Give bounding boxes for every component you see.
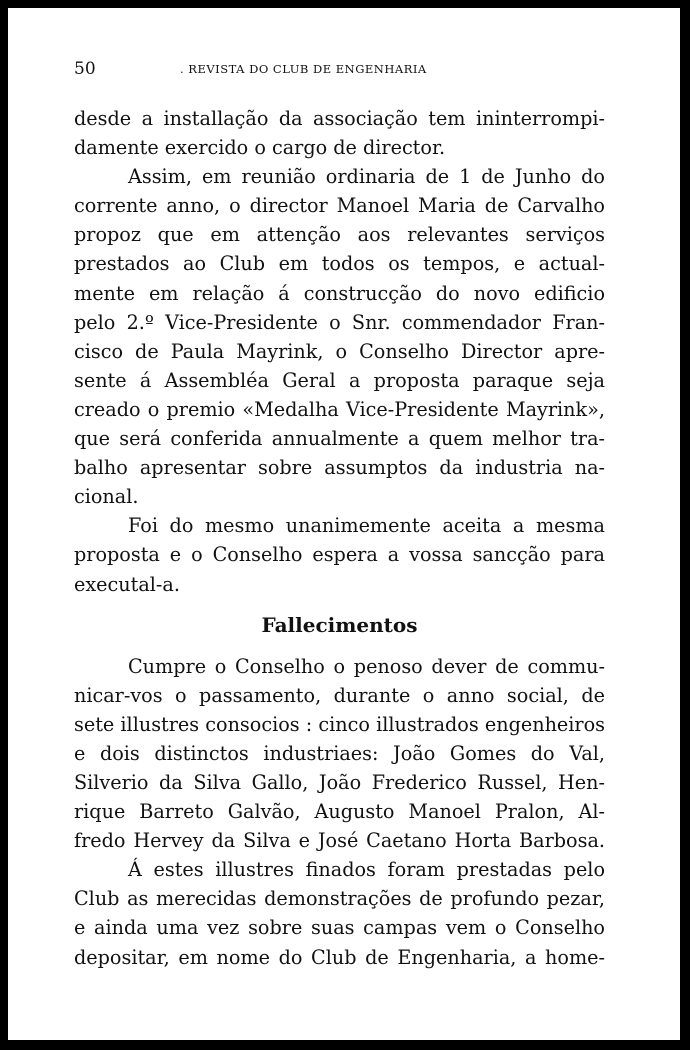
scanned-page [8,8,680,1040]
text-line: sete illustres consocios : cinco illustrados engenheiros [74,712,605,736]
text-line: Club as merecidas demonstrações de profundo pezar, [74,887,605,911]
text-line: Assim, em reunião ordinaria de 1 de Junho do [128,165,605,189]
text-line: nicar-vos o passamento, durante o anno social, de [74,683,605,707]
text-line: creado o premio «Medalha Vice-Presidente Mayrink», [74,397,605,421]
page-header [74,58,608,80]
text-line: Foi do mesmo unanimemente aceita a mesma [128,514,605,538]
section-heading: Fallecimentos [261,612,418,637]
text-line: mente em relação á construcção do novo edificio [74,281,605,305]
text-line: e ainda uma vez sobre suas campas vem o Conselho [74,916,605,940]
text-line: damente exercido o cargo de director. [74,136,446,160]
text-line: corrente anno, o director Manoel Maria de Carvalho [74,194,605,218]
text-line: rique Barreto Galvão, Augusto Manoel Pralon, Al- [74,800,605,824]
running-title: . REVISTA DO CLUB DE ENGENHARIA [180,62,427,76]
page-number: 50 [74,59,96,79]
paragraph [74,855,605,971]
text-line: executal-a. [74,572,180,596]
text-line: depositar, em nome do Club de Engenharia, a home- [74,945,605,969]
body-text [74,104,605,972]
text-line: que será conferida annualmente a quem melhor tra- [74,427,605,451]
text-line: sente á Assembléa Geral a proposta paraque seja [74,368,605,392]
text-line: balho apresentar sobre assumptos da industria na- [74,456,605,480]
text-line: prestados ao Club em todos os tempos, e actual- [74,252,605,276]
paragraph [74,104,605,162]
text-line: Silverio da Silva Gallo, João Frederico Russel, Hen- [74,770,605,794]
text-line: Cumpre o Conselho o penoso dever de commu- [128,654,605,678]
text-line: cisco de Paula Mayrink, o Conselho Director apre- [74,339,605,363]
text-line: Á estes illustres finados foram prestadas pelo [128,858,605,882]
paragraph [74,652,605,856]
text-line: pelo 2.º Vice-Presidente o Snr. commendador Fran- [74,310,605,334]
text-line: propoz que em attenção aos relevantes serviços [74,223,605,247]
text-line: cional. [74,485,139,509]
paragraph [74,162,605,511]
paragraph [74,511,605,598]
text-line: fredo Hervey da Silva e José Caetano Horta Barbosa. [74,829,605,853]
text-line: desde a installação da associação tem ininterrompi- [74,107,605,130]
text-line: proposta e o Conselho espera a vossa sancção para [74,543,605,567]
text-line: e dois distinctos industriaes: João Gomes do Val, [74,741,605,765]
